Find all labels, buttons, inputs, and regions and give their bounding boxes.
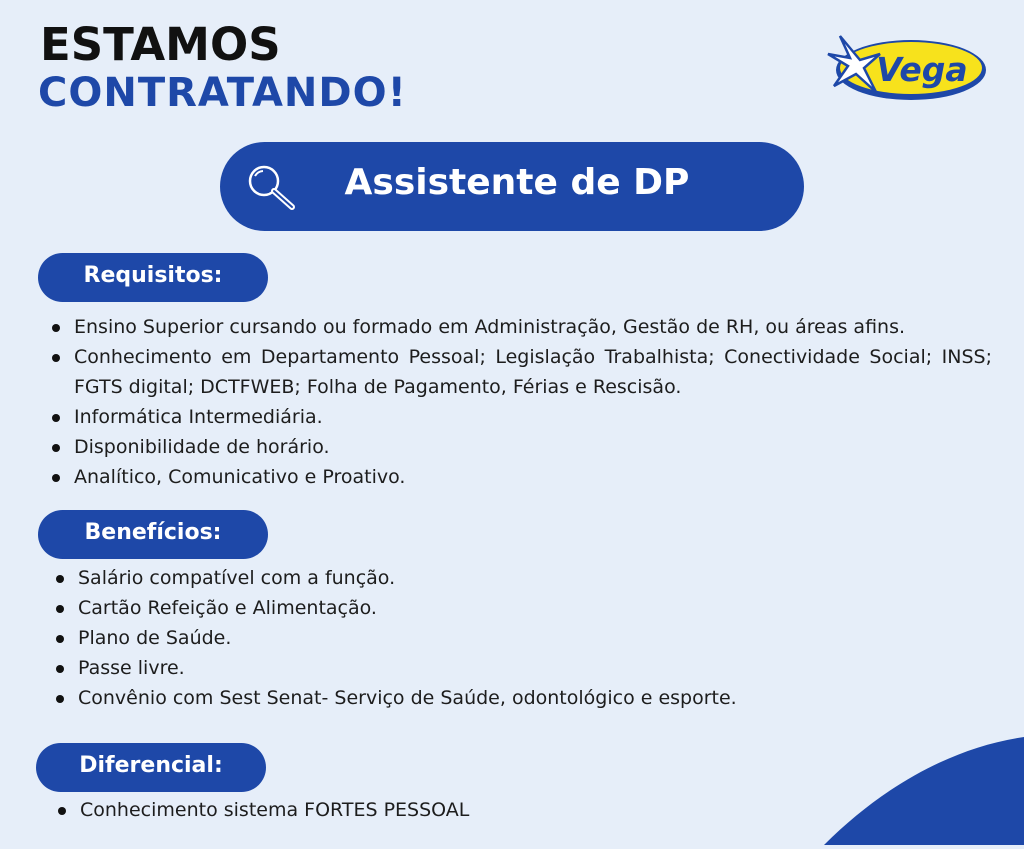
diferencial-heading: Diferencial: <box>36 743 266 792</box>
list-item: Passe livre. <box>56 653 956 683</box>
requisitos-heading: Requisitos: <box>38 253 268 302</box>
job-title-banner <box>220 142 804 231</box>
list-item: Cartão Refeição e Alimentação. <box>56 593 956 623</box>
vega-logo <box>826 30 990 106</box>
list-item: Convênio com Sest Senat- Serviço de Saúde, odontológico e esporte. <box>56 683 956 713</box>
logo-text: Vega <box>876 50 968 89</box>
headline-estamos: ESTAMOS <box>40 18 281 71</box>
beneficios-list <box>56 563 956 713</box>
list-item: Conhecimento em Departamento Pessoal; Legislação Trabalhista; Conectividade Social; INSS; FGTS digital; DCTFWEB; Folha de Pagamento, Férias e Rescisão. <box>52 342 992 402</box>
diferencial-list <box>58 795 858 825</box>
job-title: Assistente de DP <box>344 162 690 203</box>
list-item: Disponibilidade de horário. <box>52 432 992 462</box>
list-item: Informática Intermediária. <box>52 402 992 432</box>
list-item: Salário compatível com a função. <box>56 563 956 593</box>
list-item: Plano de Saúde. <box>56 623 956 653</box>
list-item: Analítico, Comunicativo e Proativo. <box>52 462 992 492</box>
headline-contratando: CONTRATANDO! <box>38 70 407 116</box>
list-item: Conhecimento sistema FORTES PESSOAL <box>58 795 858 825</box>
beneficios-heading: Benefícios: <box>38 510 268 559</box>
list-item: Ensino Superior cursando ou formado em Administração, Gestão de RH, ou áreas afins. <box>52 312 992 342</box>
requisitos-list <box>52 312 992 492</box>
corner-decoration <box>764 725 1024 845</box>
